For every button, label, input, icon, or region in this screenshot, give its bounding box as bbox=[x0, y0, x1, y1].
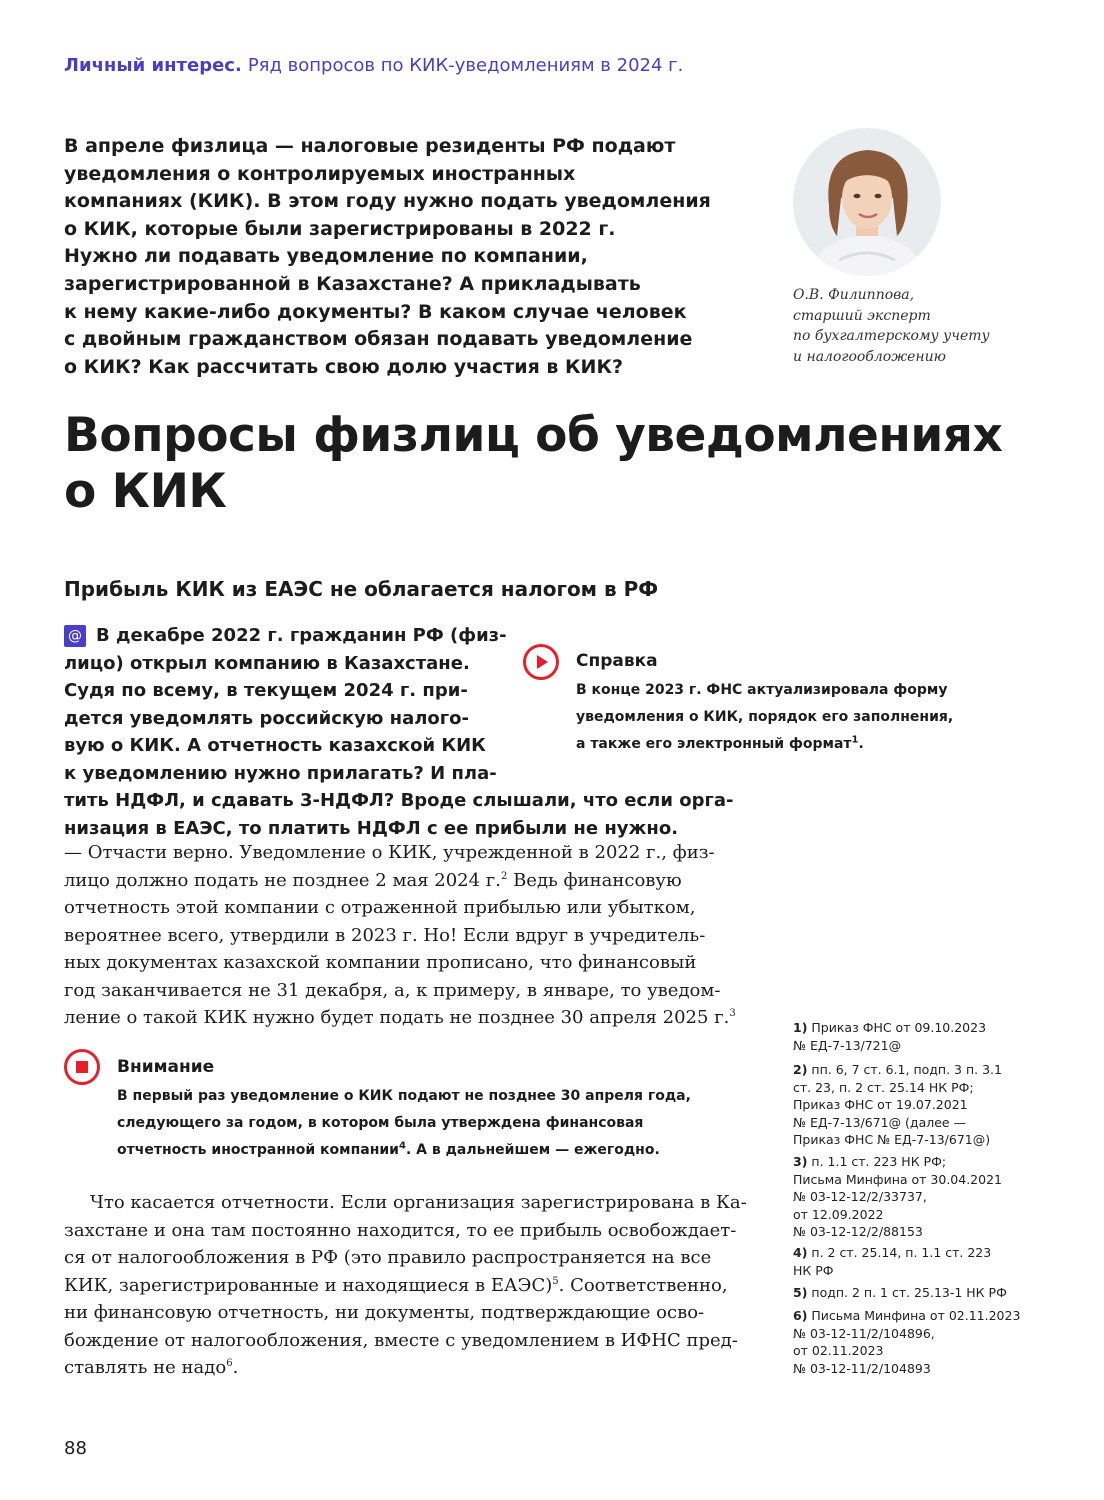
lead-line: о КИК? Как рассчитать свою долю участия в КИК? bbox=[64, 355, 624, 378]
question-line: вую о КИК. А отчетность казахской КИК bbox=[64, 735, 486, 756]
body-text: КИК, зарегистрированные и находящиеся в ЕАЭС) bbox=[64, 1274, 553, 1296]
section-title: Прибыль КИК из ЕАЭС не облагается налогом в РФ bbox=[64, 577, 659, 601]
body-line-7 bbox=[64, 1354, 238, 1382]
warning-tail: . А в дальнейшем — ежегодно. bbox=[405, 1142, 660, 1158]
footnote-4 bbox=[793, 1244, 1033, 1279]
rubric-text: Ряд вопросов по КИК-уведомлениям в 2024 г. bbox=[247, 55, 684, 76]
author-caption bbox=[793, 285, 1023, 367]
footnote-text: п. 2 ст. 25.14, п. 1.1 ст. 223 bbox=[811, 1245, 992, 1260]
author-photo bbox=[793, 128, 941, 276]
reference-line-last bbox=[576, 731, 864, 758]
question-line: дется уведомлять российскую налого- bbox=[64, 707, 470, 729]
footnote-text: от 12.09.2022 bbox=[793, 1206, 884, 1222]
author-name: О.В. Филиппова, bbox=[793, 287, 915, 303]
rubric-bold: Личный интерес. bbox=[64, 55, 242, 76]
question-line: к уведомлению нужно прилагать? И пла- bbox=[64, 762, 497, 784]
footnote-text: п. 1.1 ст. 223 НК РФ; bbox=[811, 1154, 947, 1169]
author-portrait-icon bbox=[793, 128, 941, 276]
title-line: Вопросы физлиц об уведомлениях bbox=[64, 408, 1003, 463]
warning-text: отчетность иностранной компании bbox=[117, 1142, 399, 1158]
answer-line: год заканчивается не 31 декабря, а, к примеру, в январе, то уведом- bbox=[64, 979, 721, 1001]
footnote-text: Письма Минфина от 02.11.2023 bbox=[811, 1308, 1021, 1323]
footnote-number: 2) bbox=[793, 1062, 808, 1077]
answer-tail: Ведь финансовую bbox=[507, 869, 682, 891]
lead-line: уведомления о контролируемых иностранных bbox=[64, 162, 576, 185]
stop-icon bbox=[64, 1049, 100, 1085]
reference-text: а также его электронный формат bbox=[576, 736, 852, 752]
footnote-text: № 03-12-12/2/88153 bbox=[793, 1224, 923, 1239]
answer-line-2 bbox=[64, 867, 682, 895]
body-tail: . Соответственно, bbox=[558, 1274, 728, 1296]
footnote-1 bbox=[793, 1019, 1033, 1054]
author-position: по бухгалтерскому учету bbox=[793, 328, 990, 344]
title-line: о КИК bbox=[64, 464, 227, 519]
footnote-text: № 03-12-11/2/104896, bbox=[793, 1325, 935, 1341]
author-position: и налогообложению bbox=[793, 348, 946, 365]
lead-line: компаниях (КИК). В этом году нужно подать уведомления bbox=[64, 190, 711, 213]
article-title bbox=[64, 408, 1064, 520]
footnote-5 bbox=[793, 1284, 1033, 1302]
footnote-text: Приказ ФНС от 19.07.2021 bbox=[793, 1097, 968, 1112]
body-line: Что касается отчетности. Если организация зарегистрирована в Ка- bbox=[90, 1192, 747, 1213]
question-line: тить НДФЛ, и сдавать 3-НДФЛ? Вроде слышали, что если орга- bbox=[64, 790, 734, 811]
footnote-text: № ЕД-7-13/721@ bbox=[793, 1037, 902, 1053]
body-line: ся от налогообложения в РФ (это правило распространяется на все bbox=[64, 1247, 712, 1268]
body-line: захстане и она там постоянно находится, то ее прибыль освобождает- bbox=[64, 1219, 737, 1241]
lead-paragraph bbox=[64, 133, 754, 381]
footnote-3 bbox=[793, 1153, 1033, 1241]
footnote-text: Приказ ФНС № ЕД-7-13/671@) bbox=[793, 1132, 991, 1147]
lead-line: В апреле физлица — налоговые резиденты РФ подают bbox=[64, 135, 676, 157]
footnote-number: 4) bbox=[793, 1245, 808, 1260]
footnote-ref: 6 bbox=[226, 1358, 233, 1369]
body-line: ни финансовую отчетность, ни документы, подтверждающие осво- bbox=[64, 1302, 705, 1323]
footnote-text: Приказ ФНС от 09.10.2023 bbox=[811, 1020, 987, 1035]
lead-line: с двойным гражданством обязан подавать уведомление bbox=[64, 328, 693, 351]
answer-line-7 bbox=[64, 1004, 736, 1032]
footnote-text: № 03-12-11/2/104893 bbox=[793, 1360, 931, 1376]
body-line-4 bbox=[64, 1272, 728, 1300]
play-icon bbox=[523, 644, 559, 680]
warning-line-last bbox=[117, 1137, 660, 1164]
footnote-6 bbox=[793, 1307, 1033, 1377]
lead-line: к нему какие-либо документы? В каком случае человек bbox=[64, 300, 687, 323]
footnote-text: Письма Минфина от 30.04.2021 bbox=[793, 1171, 1002, 1187]
reference-title: Справка bbox=[576, 651, 658, 671]
footnote-text: № 03-12-12/2/33737, bbox=[793, 1189, 927, 1204]
page-number: 88 bbox=[64, 1438, 87, 1459]
body-line: бождение от налогообложения, вместе с уведомлением в ИФНС пред- bbox=[64, 1329, 738, 1351]
answer-line: — Отчасти верно. Уведомление о КИК, учрежденной в 2022 г., физ- bbox=[64, 842, 715, 863]
warning-title: Внимание bbox=[117, 1057, 215, 1077]
footnote-ref: 4 bbox=[399, 1140, 406, 1152]
reference-line: В конце 2023 г. ФНС актуализировала форму bbox=[576, 682, 948, 698]
lead-line: о КИК, которые были зарегистрированы в 2022 г. bbox=[64, 217, 616, 240]
body-tail: . bbox=[232, 1357, 239, 1378]
footnote-text: подп. 2 п. 1 ст. 25.13-1 НК РФ bbox=[811, 1285, 1007, 1300]
footnote-number: 6) bbox=[793, 1308, 808, 1323]
footnote-2 bbox=[793, 1061, 1033, 1149]
answer-text: ление о такой КИК нужно будет подать не позднее 30 апреля 2025 г. bbox=[64, 1007, 730, 1028]
footnote-ref: 5 bbox=[552, 1275, 559, 1287]
footnote-number: 1) bbox=[793, 1020, 808, 1035]
at-icon: @ bbox=[64, 625, 86, 647]
rubric bbox=[64, 55, 683, 76]
question-line: лицо) открыл компанию в Казахстане. bbox=[64, 652, 470, 674]
footnote-text: НК РФ bbox=[793, 1262, 834, 1278]
footnote-text: ст. 23, п. 2 ст. 25.14 НК РФ; bbox=[793, 1079, 974, 1095]
lead-line: зарегистрированной в Казахстане? А прикладывать bbox=[64, 272, 641, 295]
reference-line: уведомления о КИК, порядок его заполнения, bbox=[576, 709, 954, 725]
lead-line: Нужно ли подавать уведомление по компании, bbox=[64, 245, 588, 268]
footnote-text: пп. 6, 7 ст. 6.1, подп. 3 п. 3.1 bbox=[811, 1062, 1002, 1077]
footnote-ref: 2 bbox=[500, 870, 508, 882]
question-line: В декабре 2022 г. гражданин РФ (физ- bbox=[96, 625, 507, 646]
reference-tail: . bbox=[858, 736, 864, 752]
footnote-number: 3) bbox=[793, 1154, 808, 1169]
question-line: низация в ЕАЭС, то платить НДФЛ с ее прибыли не нужно. bbox=[64, 817, 679, 839]
warning-line: В первый раз уведомление о КИК подают не позднее 30 апреля года, bbox=[117, 1088, 691, 1104]
answer-line: ных документах казахской компании прописано, что финансовый bbox=[64, 952, 697, 973]
answer-line: отчетность этой компании с отраженной прибылью или убытком, bbox=[64, 897, 696, 918]
footnote-ref: 3 bbox=[729, 1008, 736, 1019]
body-text: ставлять не надо bbox=[64, 1357, 227, 1378]
warning-line: следующего за годом, в котором была утверждена финансовая bbox=[117, 1115, 644, 1131]
author-position: старший эксперт bbox=[793, 307, 931, 324]
question-line: Судя по всему, в текущем 2024 г. при- bbox=[64, 680, 468, 701]
footnote-number: 5) bbox=[793, 1285, 808, 1300]
footnote-text: от 02.11.2023 bbox=[793, 1343, 884, 1358]
answer-text: лицо должно подать не позднее 2 мая 2024 г. bbox=[64, 869, 501, 891]
answer-line: вероятнее всего, утвердили в 2023 г. Но! Если вдруг в учредитель- bbox=[64, 924, 706, 946]
footnote-text: № ЕД-7-13/671@ (далее — bbox=[793, 1114, 967, 1130]
footnote-ref: 1 bbox=[851, 734, 859, 746]
